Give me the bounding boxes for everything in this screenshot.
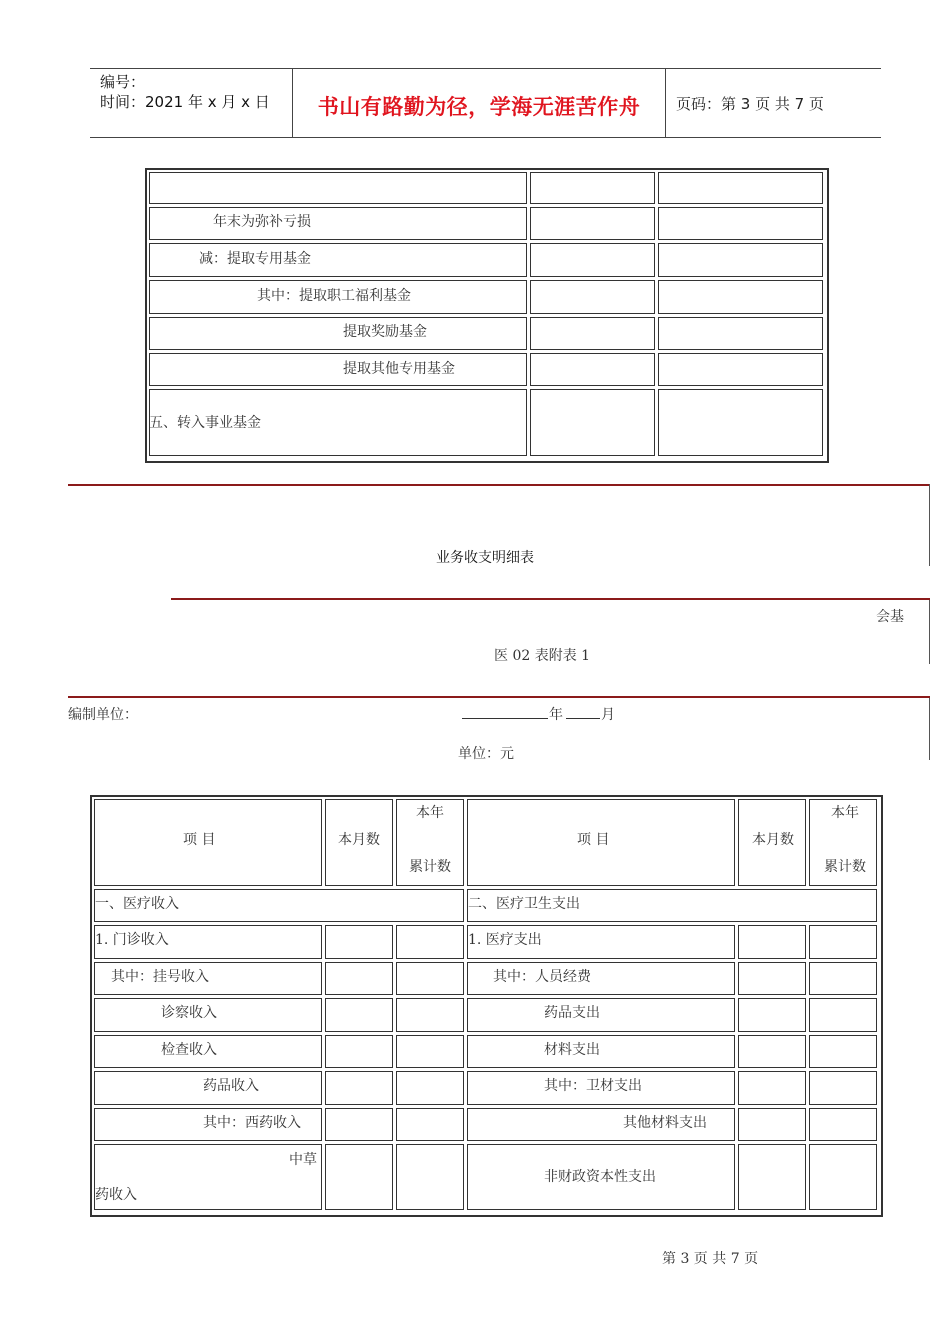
form-subcode: 医 02 表附表 1 xyxy=(494,648,591,664)
top-row-2-col1 xyxy=(530,243,655,277)
motto: 书山有路勤为径，学海无涯苦作舟 xyxy=(317,95,641,119)
month-label: 月 xyxy=(601,707,615,723)
top-row-5-label: 提取其他专用基金 xyxy=(343,361,455,377)
header-meta-cell xyxy=(90,69,293,137)
hdr-right-item-label: 项 目 xyxy=(577,832,610,848)
table-row-4-left-year xyxy=(396,1035,464,1068)
left-row-2-label: 其中：挂号收入 xyxy=(111,969,209,985)
top-row-5-col2 xyxy=(658,353,823,386)
hdr-left-month-label: 本月数 xyxy=(338,832,380,848)
table-row-1-right-month xyxy=(738,925,806,959)
table-row-3-right-month xyxy=(738,998,806,1032)
hdr-right-year-bottom: 累计数 xyxy=(824,859,866,875)
report-title: 业务收支明细表 xyxy=(436,549,534,565)
left-row-3-label: 诊察收入 xyxy=(161,1005,217,1021)
table-row-1-right-year xyxy=(809,925,877,959)
month-blank xyxy=(566,704,600,719)
table-row-3-right-item xyxy=(467,998,735,1032)
red-rule-3 xyxy=(68,696,930,698)
time-label: 时间：2021 年 x 月 x 日 xyxy=(100,93,270,111)
right-row-6-label: 其他材料支出 xyxy=(623,1115,707,1131)
left-row-4-label: 检查收入 xyxy=(161,1042,217,1058)
form-code: 会基 xyxy=(876,609,904,625)
table-row-6-right-month xyxy=(738,1108,806,1141)
table-row-7-left-year xyxy=(396,1144,464,1210)
year-label: 年 xyxy=(549,707,563,723)
table-row-4-right-year xyxy=(809,1035,877,1068)
table-row-3-left-year xyxy=(396,998,464,1032)
top-row-4-item xyxy=(149,317,527,350)
top-row-1-label: 年末为弥补亏损 xyxy=(213,214,311,230)
right-row-3-label: 药品支出 xyxy=(544,1005,600,1021)
table-row-3-right-year xyxy=(809,998,877,1032)
top-row-4-col2 xyxy=(658,317,823,350)
right-row-2-label: 其中：人员经费 xyxy=(493,969,591,985)
page-info: 页码：第 3 页 共 7 页 xyxy=(676,95,824,113)
left-row-5-label: 药品收入 xyxy=(203,1078,259,1094)
top-row-4-col1 xyxy=(530,317,655,350)
right-row-1-label: 1. 医疗支出 xyxy=(468,932,542,948)
top-row-6-label: 五、转入事业基金 xyxy=(149,415,261,431)
header-motto-cell xyxy=(293,69,666,137)
top-row-0-col1 xyxy=(530,172,655,204)
table-row-7-right-month xyxy=(738,1144,806,1210)
top-row-3-label: 其中：提取职工福利基金 xyxy=(257,288,411,304)
top-row-3-col1 xyxy=(530,280,655,314)
top-row-4-label: 提取奖励基金 xyxy=(343,324,427,340)
table-row-1-left-year xyxy=(396,925,464,959)
table-row-5-left-month xyxy=(325,1071,393,1105)
vertical-rule-1 xyxy=(929,484,930,566)
table-row-3-left-month xyxy=(325,998,393,1032)
top-row-3-col2 xyxy=(658,280,823,314)
page-header xyxy=(90,68,881,138)
serial-label: 编号： xyxy=(100,73,146,91)
table-row-2-right-month xyxy=(738,962,806,995)
table-row-2-right-year xyxy=(809,962,877,995)
table-row-5-right-year xyxy=(809,1071,877,1105)
top-row-5-col1 xyxy=(530,353,655,386)
right-row-7-label: 非财政资本性支出 xyxy=(544,1169,656,1185)
hdr-left-year-bottom: 累计数 xyxy=(409,859,451,875)
right-section-label: 二、医疗卫生支出 xyxy=(468,896,580,912)
header-page-cell xyxy=(666,69,881,137)
table-row-2-left-month xyxy=(325,962,393,995)
table-row-2-left-year xyxy=(396,962,464,995)
top-row-1-item xyxy=(149,207,527,240)
unit-label: 单位：元 xyxy=(458,746,514,762)
hdr-right-month-label: 本月数 xyxy=(752,832,794,848)
top-row-6-col2 xyxy=(658,389,823,456)
table-row-4-right-month xyxy=(738,1035,806,1068)
left-row-1-label: 1. 门诊收入 xyxy=(95,932,169,948)
top-row-2-col2 xyxy=(658,243,823,277)
table-row-1-left-month xyxy=(325,925,393,959)
table-row-7-left-month xyxy=(325,1144,393,1210)
red-rule-1 xyxy=(68,484,930,486)
table-row-6-left-year xyxy=(396,1108,464,1141)
left-row-7-label-b: 药收入 xyxy=(95,1187,137,1203)
hdr-left-item-label: 项 目 xyxy=(183,832,216,848)
page-footer: 第 3 页 共 7 页 xyxy=(662,1251,759,1267)
red-rule-2 xyxy=(171,598,930,600)
vertical-rule-3 xyxy=(929,698,930,760)
hdr-right-year-top: 本年 xyxy=(831,805,859,821)
left-row-6-label: 其中：西药收入 xyxy=(203,1115,301,1131)
top-row-5-item xyxy=(149,353,527,386)
left-section-label: 一、医疗收入 xyxy=(95,896,179,912)
hdr-left-year-top: 本年 xyxy=(416,805,444,821)
top-row-6-col1 xyxy=(530,389,655,456)
left-row-7-label-a: 中草 xyxy=(289,1152,317,1168)
year-blank xyxy=(462,704,548,719)
top-row-2-label: 减：提取专用基金 xyxy=(199,251,311,267)
table-row-6-right-year xyxy=(809,1108,877,1141)
table-row-7-right-year xyxy=(809,1144,877,1210)
top-row-0-col2 xyxy=(658,172,823,204)
table-row-4-right-item xyxy=(467,1035,735,1068)
right-row-4-label: 材料支出 xyxy=(544,1042,600,1058)
vertical-rule-2 xyxy=(929,600,930,664)
table-row-5-right-month xyxy=(738,1071,806,1105)
top-row-1-col2 xyxy=(658,207,823,240)
right-row-5-label: 其中：卫材支出 xyxy=(544,1078,642,1094)
top-row-1-col1 xyxy=(530,207,655,240)
table-row-5-left-year xyxy=(396,1071,464,1105)
table-row-4-left-month xyxy=(325,1035,393,1068)
prepared-by-label: 编制单位： xyxy=(68,707,138,723)
table-row-6-left-month xyxy=(325,1108,393,1141)
top-row-0-item xyxy=(149,172,527,204)
